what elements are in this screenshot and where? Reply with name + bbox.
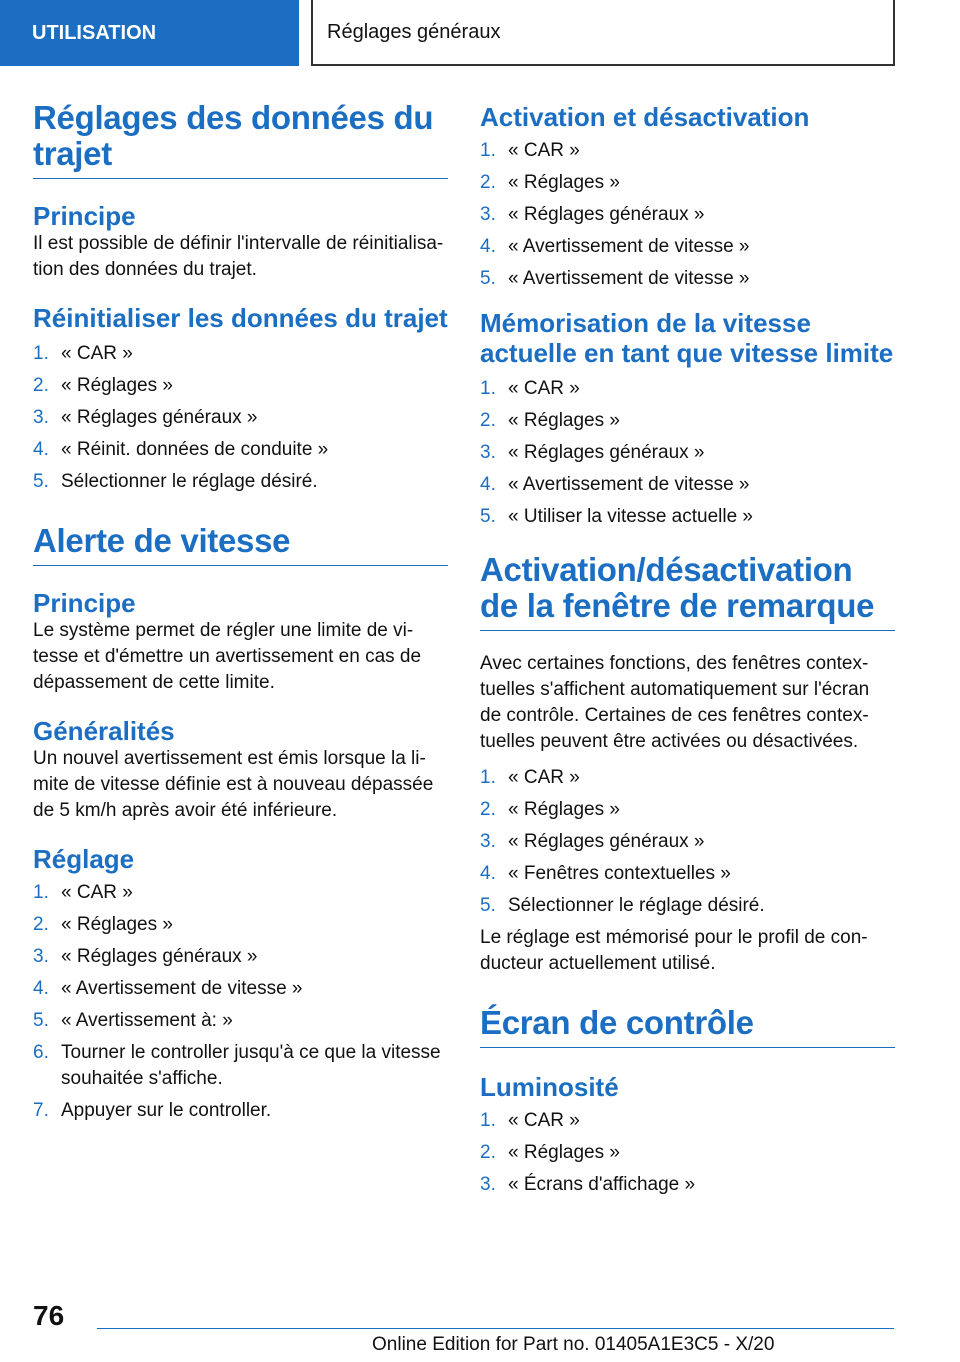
step-number: 2. xyxy=(480,799,496,820)
step-number: 4. xyxy=(480,863,496,884)
step-text: « Avertissement de vitesse » xyxy=(508,268,750,289)
step-text: Tourner le controller jusqu'à ce que la vitesse souhaitée s'affiche. xyxy=(61,1042,441,1089)
step-text: « CAR » xyxy=(61,882,133,903)
step-number: 1. xyxy=(480,767,496,788)
reset-heading: Réinitialiser les données du trajet xyxy=(33,303,448,333)
list-item xyxy=(33,1008,448,1034)
trip-title: Réglages des données du trajet xyxy=(33,100,448,179)
step-number: 2. xyxy=(480,172,496,193)
trip-principle-text: Il est possible de définir l'intervalle de réinitialisation des données du trajet. xyxy=(33,233,444,280)
step-number: 5. xyxy=(480,506,496,527)
popup-title: Activation/désactivation de la fenêtre de remarque xyxy=(480,552,895,631)
list-item xyxy=(480,472,895,498)
step-text: « CAR » xyxy=(508,378,580,399)
step-text: « CAR » xyxy=(508,767,580,788)
step-text: « Réglages généraux » xyxy=(508,204,705,225)
setting-steps xyxy=(33,880,448,1124)
section-tab xyxy=(0,0,299,66)
list-item xyxy=(480,234,895,260)
list-item xyxy=(33,880,448,906)
step-number: 3. xyxy=(33,407,49,428)
step-number: 5. xyxy=(33,1010,49,1031)
list-item xyxy=(480,1172,895,1198)
step-text: « CAR » xyxy=(508,140,580,161)
step-text: « Réglages généraux » xyxy=(508,831,705,852)
step-text: « Réglages » xyxy=(508,799,620,820)
step-number: 1. xyxy=(33,882,49,903)
step-number: 1. xyxy=(33,343,49,364)
popup-note: Le réglage est mémorisé pour le profil de conducteur actuellement utilisé. xyxy=(480,927,868,974)
list-item xyxy=(480,893,895,919)
list-item xyxy=(480,861,895,887)
list-item xyxy=(480,440,895,466)
list-item xyxy=(480,765,895,791)
popup-steps xyxy=(480,765,895,919)
list-item xyxy=(480,170,895,196)
list-item xyxy=(33,1098,448,1124)
step-number: 5. xyxy=(480,268,496,289)
brightness-steps xyxy=(480,1108,895,1198)
step-text: « Utiliser la vitesse actuelle » xyxy=(508,506,753,527)
setting-heading: Réglage xyxy=(33,844,135,874)
step-text: « Fenêtres contextuelles » xyxy=(508,863,731,884)
right-column xyxy=(480,100,895,1204)
step-text: « Réinit. données de conduite » xyxy=(61,439,329,460)
list-item xyxy=(480,138,895,164)
list-item xyxy=(480,1108,895,1134)
list-item xyxy=(480,504,895,530)
reset-steps xyxy=(33,341,448,495)
list-item xyxy=(33,405,448,431)
trip-principle-heading: Principe xyxy=(33,201,136,231)
step-number: 2. xyxy=(33,375,49,396)
step-number: 6. xyxy=(33,1042,49,1063)
list-item xyxy=(480,829,895,855)
step-number: 1. xyxy=(480,1110,496,1131)
chapter-title xyxy=(311,0,895,66)
step-number: 7. xyxy=(33,1100,49,1121)
general-text: Un nouvel avertissement est émis lorsque la limite de vitesse définie est à nouveau dépassée de 5 km/h après avoir été inférieure. xyxy=(33,748,434,821)
list-item xyxy=(480,1140,895,1166)
step-number: 4. xyxy=(33,978,49,999)
step-text: « Réglages » xyxy=(508,172,620,193)
activation-steps xyxy=(480,138,895,292)
step-text: « CAR » xyxy=(61,343,133,364)
step-number: 5. xyxy=(33,471,49,492)
step-number: 2. xyxy=(480,1142,496,1163)
brightness-heading: Luminosité xyxy=(480,1072,619,1102)
step-number: 5. xyxy=(480,895,496,916)
step-number: 1. xyxy=(480,140,496,161)
step-number: 3. xyxy=(480,831,496,852)
step-text: « Réglages » xyxy=(508,1142,620,1163)
speed-principle-heading: Principe xyxy=(33,588,136,618)
page-number: 76 xyxy=(33,1300,65,1331)
list-item xyxy=(480,202,895,228)
list-item xyxy=(480,797,895,823)
memorize-heading: Mémorisation de la vitesse actuelle en tant que vitesse limite xyxy=(480,308,894,368)
speed-alert-title: Alerte de vitesse xyxy=(33,523,448,566)
list-item xyxy=(33,1040,448,1092)
left-column xyxy=(33,100,448,1130)
step-number: 4. xyxy=(480,236,496,257)
step-number: 3. xyxy=(480,442,496,463)
list-item xyxy=(33,469,448,495)
step-number: 2. xyxy=(480,410,496,431)
screen-title: Écran de contrôle xyxy=(480,1005,895,1048)
step-text: « Écrans d'affichage » xyxy=(508,1174,696,1195)
popup-text: Avec certaines fonctions, des fenêtres contextuelles s'affichent automatiquement sur l'écran de contrôle. Certaines de ces fenêtres contextuelles peuvent être activées ou désactivées. xyxy=(480,653,870,752)
step-number: 1. xyxy=(480,378,496,399)
section-tab-label: UTILISATION xyxy=(32,21,157,44)
step-number: 4. xyxy=(480,474,496,495)
step-text: « Avertissement à: » xyxy=(61,1010,233,1031)
step-text: « Réglages » xyxy=(508,410,620,431)
footer-edition: Online Edition for Part no. 01405A1E3C5 - X/20 xyxy=(372,1334,775,1355)
list-item xyxy=(33,341,448,367)
step-number: 2. xyxy=(33,914,49,935)
list-item xyxy=(480,376,895,402)
list-item xyxy=(33,437,448,463)
list-item xyxy=(33,944,448,970)
step-text: « Réglages généraux » xyxy=(508,442,705,463)
activation-heading: Activation et désactivation xyxy=(480,102,810,132)
speed-principle-text: Le système permet de régler une limite de vitesse et d'émettre un avertissement en cas de dépassement de cette limite. xyxy=(33,620,422,693)
step-text: « CAR » xyxy=(508,1110,580,1131)
footer-divider xyxy=(97,1328,894,1329)
step-text: « Réglages » xyxy=(61,375,173,396)
step-text: Sélectionner le réglage désiré. xyxy=(61,471,318,492)
list-item xyxy=(480,408,895,434)
step-text: « Réglages généraux » xyxy=(61,407,258,428)
step-number: 3. xyxy=(33,946,49,967)
step-number: 3. xyxy=(480,1174,496,1195)
list-item xyxy=(33,976,448,1002)
step-number: 4. xyxy=(33,439,49,460)
list-item xyxy=(33,373,448,399)
memorize-steps xyxy=(480,376,895,530)
list-item xyxy=(480,266,895,292)
list-item xyxy=(33,912,448,938)
chapter-title-label: Réglages généraux xyxy=(327,20,501,43)
step-text: « Réglages généraux » xyxy=(61,946,258,967)
step-text: « Avertissement de vitesse » xyxy=(508,474,750,495)
step-text: Appuyer sur le controller. xyxy=(61,1100,272,1121)
step-text: Sélectionner le réglage désiré. xyxy=(508,895,765,916)
step-text: « Avertissement de vitesse » xyxy=(61,978,303,999)
step-text: « Réglages » xyxy=(61,914,173,935)
step-number: 3. xyxy=(480,204,496,225)
step-text: « Avertissement de vitesse » xyxy=(508,236,750,257)
general-heading: Généralités xyxy=(33,716,175,746)
